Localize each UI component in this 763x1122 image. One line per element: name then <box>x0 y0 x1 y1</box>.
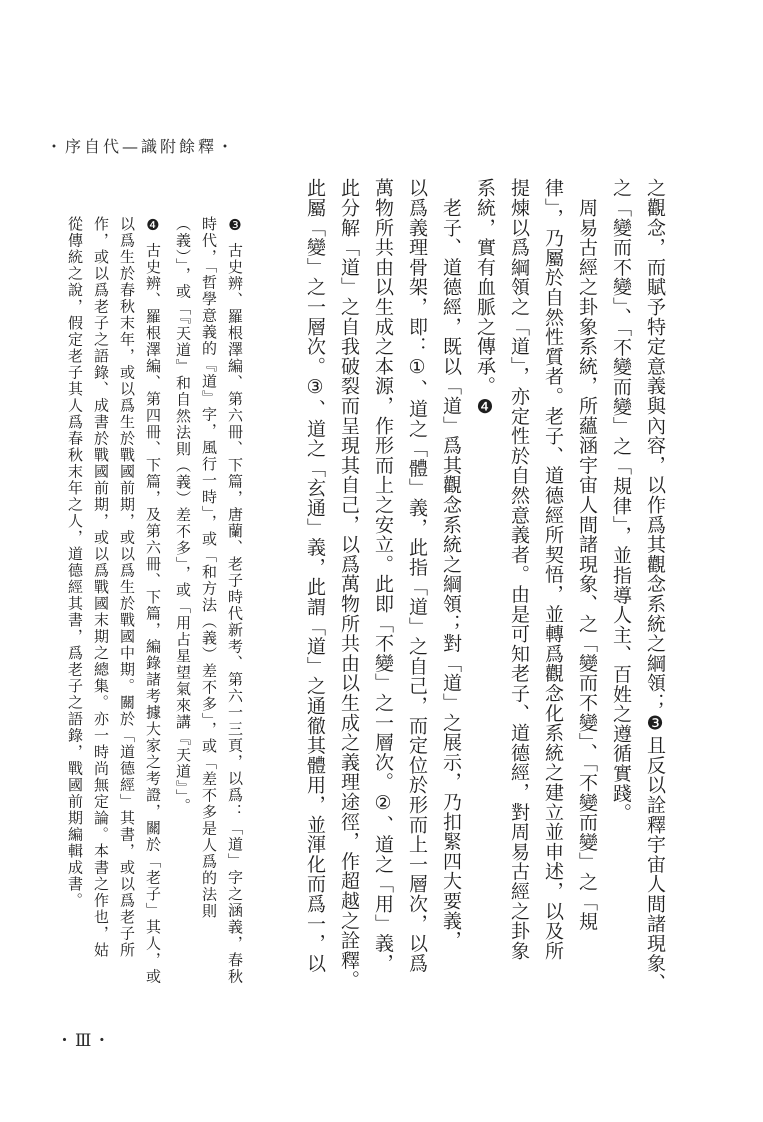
main-text-column: 之「變而不變」、「不變而變」之「規律」，並指導人主、百姓之遵循實踐。 <box>610 178 632 823</box>
footnote-column: 從傳統之說，假定老子其人爲春秋末年之人，道德經其書，爲老子之語錄，戰國前期編輯成書。 <box>66 216 84 909</box>
main-text-column: 萬物所共由以生成之本源，作形而上之安立。此即「不變」之一層次。②、道之「用」義， <box>372 178 394 973</box>
footnote-column <box>140 216 166 994</box>
footnote-text: 古史辨、羅根澤編、第六冊、下篇，唐蘭、老子時代新考、第六一三頁，以爲：「道」字之涵義，春秋 <box>226 242 244 985</box>
main-text-column: 提煉以爲綱領之「道」，亦定性於自然意義者。由是可知老子、道德經，對周易古經之卦象 <box>508 178 530 961</box>
footnote-column: 作，或以爲老子之語錄、成書於戰國前期，或以爲戰國末期之總集。亦一時尚無定論。本書之作也，姑 <box>92 216 110 959</box>
main-text-column: 周易古經之卦象系統，所蘊涵宇宙人間諸現象、之「變而不變」、「不變而變」之「規 <box>576 178 598 932</box>
footnote-3 <box>170 216 248 994</box>
page-number: ・Ⅲ・ <box>56 1031 113 1051</box>
main-text-column: 老子、道德經，既以「道」爲其觀念系統之綱領；對「道」之展示，乃扣緊四大要義， <box>440 178 462 951</box>
main-text-column: 律」，乃屬於自然性質者。老子、道德經所契悟，並轉爲觀念化系統之建立並申述，以及所 <box>542 178 564 961</box>
main-text-column: 系統，實有血脈之傳承。❹ <box>474 178 496 419</box>
footnote-column <box>222 216 248 994</box>
footnote-3-marker-icon: ❸ <box>226 216 244 236</box>
main-text-column: 此屬「變」之一層次。③、道之「玄通」義，此謂「道」之通徹其體用，並渾化而爲一，以 <box>304 178 326 973</box>
footnote-text: 古史辨、羅根澤編、第四冊、下篇，及第六冊、下篇，編錄諸考據大家之考證，關於「老子」其人，或 <box>144 242 162 985</box>
main-text-column: 此分解「道」之自我破裂而呈現其自己，以爲萬物所共由以生成之義理途徑，作超越之詮釋。 <box>338 178 360 990</box>
footnote-column: 以爲生於春秋末年，或以爲生於戰國前期，或以爲生於戰國中期。關於「道德經」其書，或以爲老子所 <box>118 216 136 959</box>
main-text-column: 以爲義理骨架，即：①、道之「體」義，此指「道」之自己，而定位於形而上一層次，以爲 <box>406 178 428 973</box>
footnote-4-marker-icon: ❹ <box>144 216 162 236</box>
footnote-4 <box>62 216 166 994</box>
running-header: ・序自代—識附餘釋・ <box>46 137 237 156</box>
footnote-column: 時代，「哲學意義的『道』字，風行一時」，或「和方法（義）差不多」，或「差不多是人爲的法則 <box>200 216 218 920</box>
main-text-block <box>298 178 672 1000</box>
main-text-column: 之觀念，而賦予特定意義與內容，以作爲其觀念系統之綱領；❸且反以詮釋宇宙人間諸現象、 <box>644 178 666 993</box>
footnote-column: （義）」，或「『天道』和自然法則（義）差不多」，或「用占星望氣來講『天道』」。 <box>174 216 192 815</box>
